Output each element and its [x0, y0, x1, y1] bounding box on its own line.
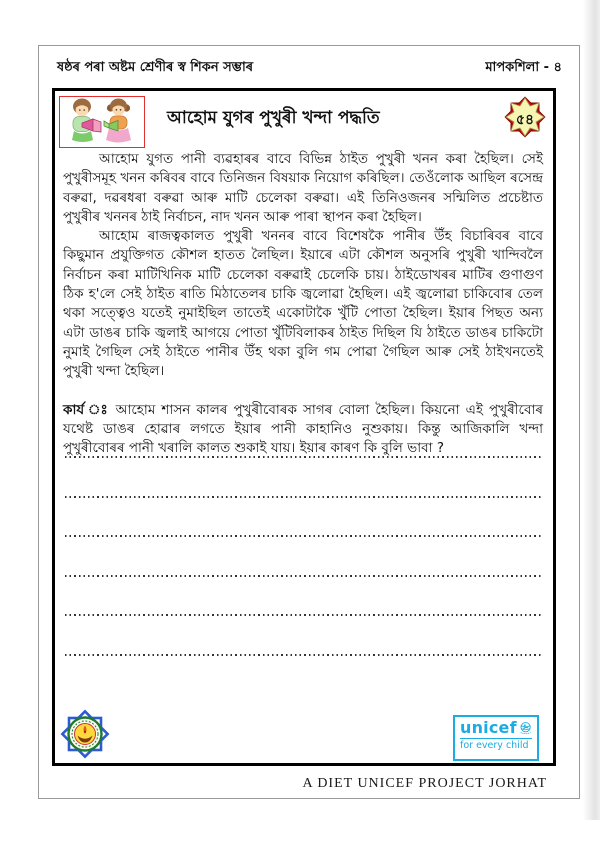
unicef-wordmark: unicef — [460, 718, 517, 737]
header-standard-label: মাপকশিলা - ৪ — [485, 60, 562, 75]
diet-emblem-icon — [58, 707, 112, 761]
lesson-number: ৫৪ — [515, 112, 535, 128]
unicef-tagline: for every child — [460, 740, 529, 751]
answer-line — [65, 575, 541, 577]
answer-lines-area — [65, 456, 541, 693]
task-text: আহোম শাসন কালৰ পুখুৰীবোৰক সাগৰ বোলা হৈছিল। কিয়নো এই পুখুৰীবোৰ যথেষ্ট ডাঙৰ হোৱাৰ লগতে ইয়াৰ পানী কাহানিও নুশুকায়। কিন্তু আজিকালি খন্দা পুখুৰীবোৰৰ পানী খৰালি কালত শুকাই যায়। ইয়াৰ কাৰণ কি বুলি ভাবা ? — [63, 401, 544, 457]
answer-line — [65, 456, 541, 458]
footer-credit: A DIET UNICEF PROJECT JORHAT — [302, 776, 547, 791]
answer-line — [65, 654, 541, 656]
lesson-title: আহোম যুগৰ পুখুৰী খন্দা পদ্ধতি — [167, 108, 380, 128]
children-reading-icon — [60, 97, 142, 145]
unicef-logo-divider — [460, 738, 532, 739]
task-paragraph — [63, 401, 543, 459]
paragraph-2: আহোম ৰাজত্বকালত পুখুৰী খননৰ বাবে বিশেষকৈ পানীৰ উঁহ বিচাৰিবৰ বাবে কিছুমান প্ৰযুক্তিগত কৌশল হাতত লৈছিল। ইয়াৰে এটা কৌশল অনুসৰি পুখুৰী খান্দিবলৈ নিৰ্বাচন কৰা মাটিখিনিক মাটি চেলেকা বৰুৱাই চেলেকি চায়। ঠাইডোখৰৰ মাটিৰ গুণাগুণ ঠিক হ'লে সেই ঠাইত ৰাতি মিঠাতেলৰ চাকি জ্বলোৱা হৈছিল। এই জ্বলোৱা চাকিবোৰ তেল থকা সত্ত্বেও যতেই নুমাইছিল তাতেই একোটাকৈ খুঁটি পোতা হৈছিল। ইয়াৰ পিছত অন্য এটা ডাঙৰ চাকি জ্বলাই আগয়ে পোতা খুঁটিবিলাকৰ ঠাইত দিছিল যি ঠাইতে ডাঙৰ চাকিটো নুমাই গৈছিল সেই ঠাইতে পানীৰ উঁহ থকা বুলি গম পোৱা গৈছিল আৰু সেই ঠাইখনতেই পুখুৰী খন্দা হৈছিল। — [63, 228, 543, 380]
page-border-frame — [38, 45, 580, 799]
lesson-body — [63, 150, 543, 458]
lesson-content-box — [52, 88, 556, 766]
task-label: কাৰ্য ঃ — [63, 401, 110, 418]
header-series-title: ষষ্ঠৰ পৰা অষ্টম শ্ৰেণীৰ স্ব শিকন সম্ভাৰ — [57, 60, 254, 75]
diet-emblem-logo — [58, 707, 112, 761]
lesson-number-badge — [501, 93, 549, 141]
reading-children-illustration — [59, 96, 145, 148]
answer-line — [65, 496, 541, 498]
scan-edge-shadow — [583, 0, 600, 820]
unicef-logo — [453, 715, 539, 761]
paragraph-1: আহোম যুগত পানী ব্যৱহাৰৰ বাবে বিভিন্ন ঠাইত পুখুৰী খনন কৰা হৈছিল। সেই পুখুৰীসমূহ খনন কৰিবৰ বাবে তিনিজন বিষয়াক নিয়োগ কৰিছিল। তেওঁলোক আছিল ৰসেন্দ্ৰ বৰুৱা, দৱৰধৰা বৰুৱা আৰু মাটি চেলেকা বৰুৱা। এই তিনিওজনৰ সন্মিলিত প্ৰচেষ্টাত পুখুৰীৰ খননৰ ঠাই নিৰ্বাচন, নাদ খনন আৰু পাৰা স্থাপন কৰা হৈছিল। — [63, 151, 543, 225]
answer-line — [65, 614, 541, 616]
unicef-globe-icon — [519, 720, 532, 736]
page-header — [57, 59, 562, 77]
answer-line — [65, 535, 541, 537]
unicef-logo-top — [460, 719, 532, 737]
